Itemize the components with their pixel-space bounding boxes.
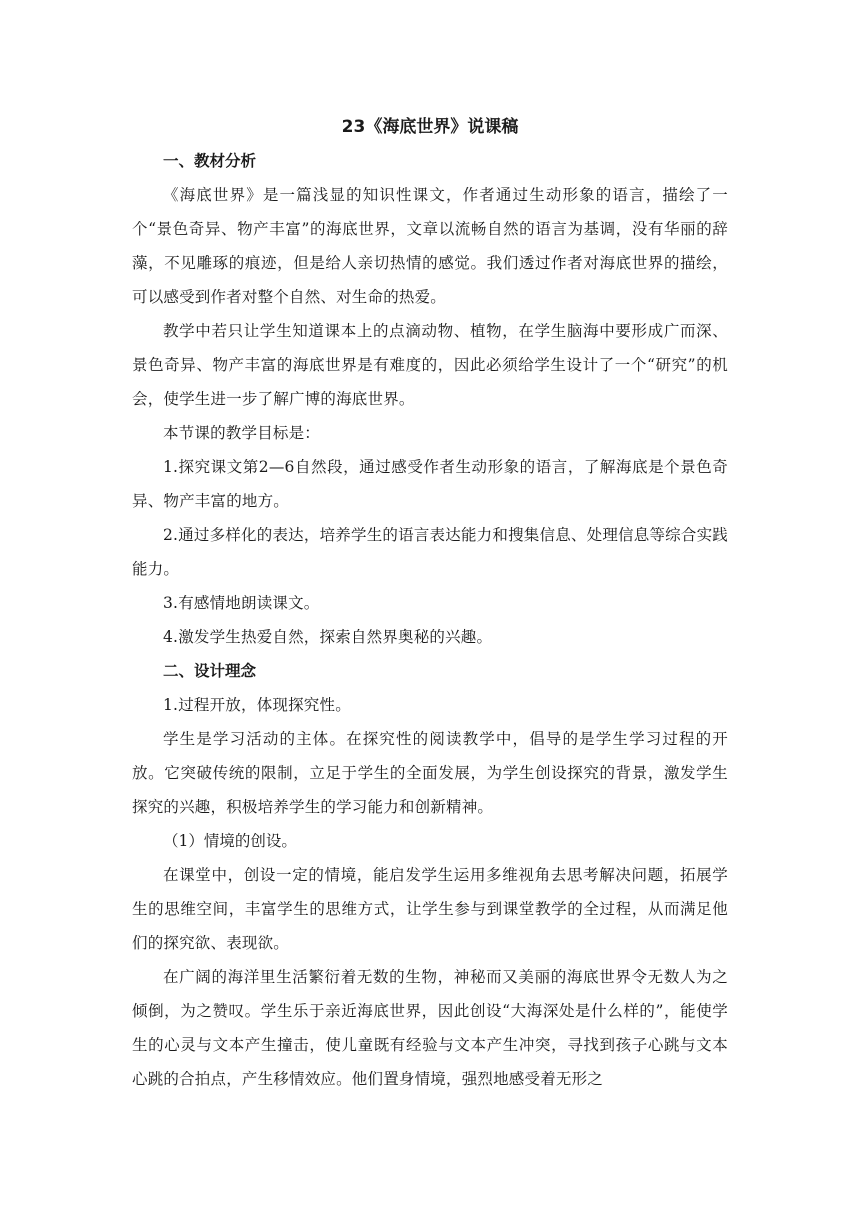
goal-item: 3.有感情地朗读课文。: [163, 594, 320, 612]
section-heading-design-concept: 二、设计理念: [163, 662, 257, 680]
subheading: （1）情境的创设。: [163, 832, 297, 850]
paragraph: 在课堂中，创设一定的情境，能启发学生运用多维视角去思考解决问题，拓展学生的思维空间，丰富学生的思维方式，让学生参与到课堂教学的全过程，从而满足他们的探究欲、表现欲。: [132, 866, 728, 952]
paragraph: 本节课的教学目标是：: [163, 424, 321, 442]
goal-item: 1.探究课文第2—6自然段，通过感受作者生动形象的语言，了解海底是个景色奇异、物产丰富的地方。: [132, 458, 728, 510]
paragraph: 教学中若只让学生知道课本上的点滴动物、植物，在学生脑海中要形成广而深、景色奇异、物产丰富的海底世界是有难度的，因此必须给学生设计了一个“研究”的机会，使学生进一步了解广博的海底世界。: [132, 322, 728, 408]
paragraph: 学生是学习活动的主体。在探究性的阅读教学中，倡导的是学生学习过程的开放。它突破传统的限制，立足于学生的全面发展，为学生创设探究的背景，激发学生探究的兴趣，积极培养学生的学习能力和创新精神。: [132, 730, 728, 816]
document-page: [132, 110, 728, 1096]
paragraph: 在广阔的海洋里生活繁衍着无数的生物，神秘而又美丽的海底世界令无数人为之倾倒，为之赞叹。学生乐于亲近海底世界，因此创设“大海深处是什么样的”，能使学生的心灵与文本产生撞击，使儿童既有经验与文本产生冲突，寻找到孩子心跳与文本心跳的合拍点，产生移情效应。他们置身情境，强烈地感受着无形之: [132, 968, 728, 1088]
section-heading-textbook-analysis: 一、教材分析: [163, 152, 257, 170]
paragraph: 1.过程开放，体现探究性。: [163, 696, 351, 714]
document-title: 23《海底世界》说课稿: [341, 117, 519, 137]
paragraph: 《海底世界》是一篇浅显的知识性课文，作者通过生动形象的语言，描绘了一个“景色奇异、物产丰富”的海底世界，文章以流畅自然的语言为基调，没有华丽的辞藻，不见雕琢的痕迹，但是给人亲切热情的感觉。我们透过作者对海底世界的描绘，可以感受到作者对整个自然、对生命的热爱。: [132, 186, 728, 306]
goal-item: 4.激发学生热爱自然，探索自然界奥秘的兴趣。: [163, 628, 493, 646]
goal-item: 2.通过多样化的表达，培养学生的语言表达能力和搜集信息、处理信息等综合实践能力。: [132, 526, 728, 578]
